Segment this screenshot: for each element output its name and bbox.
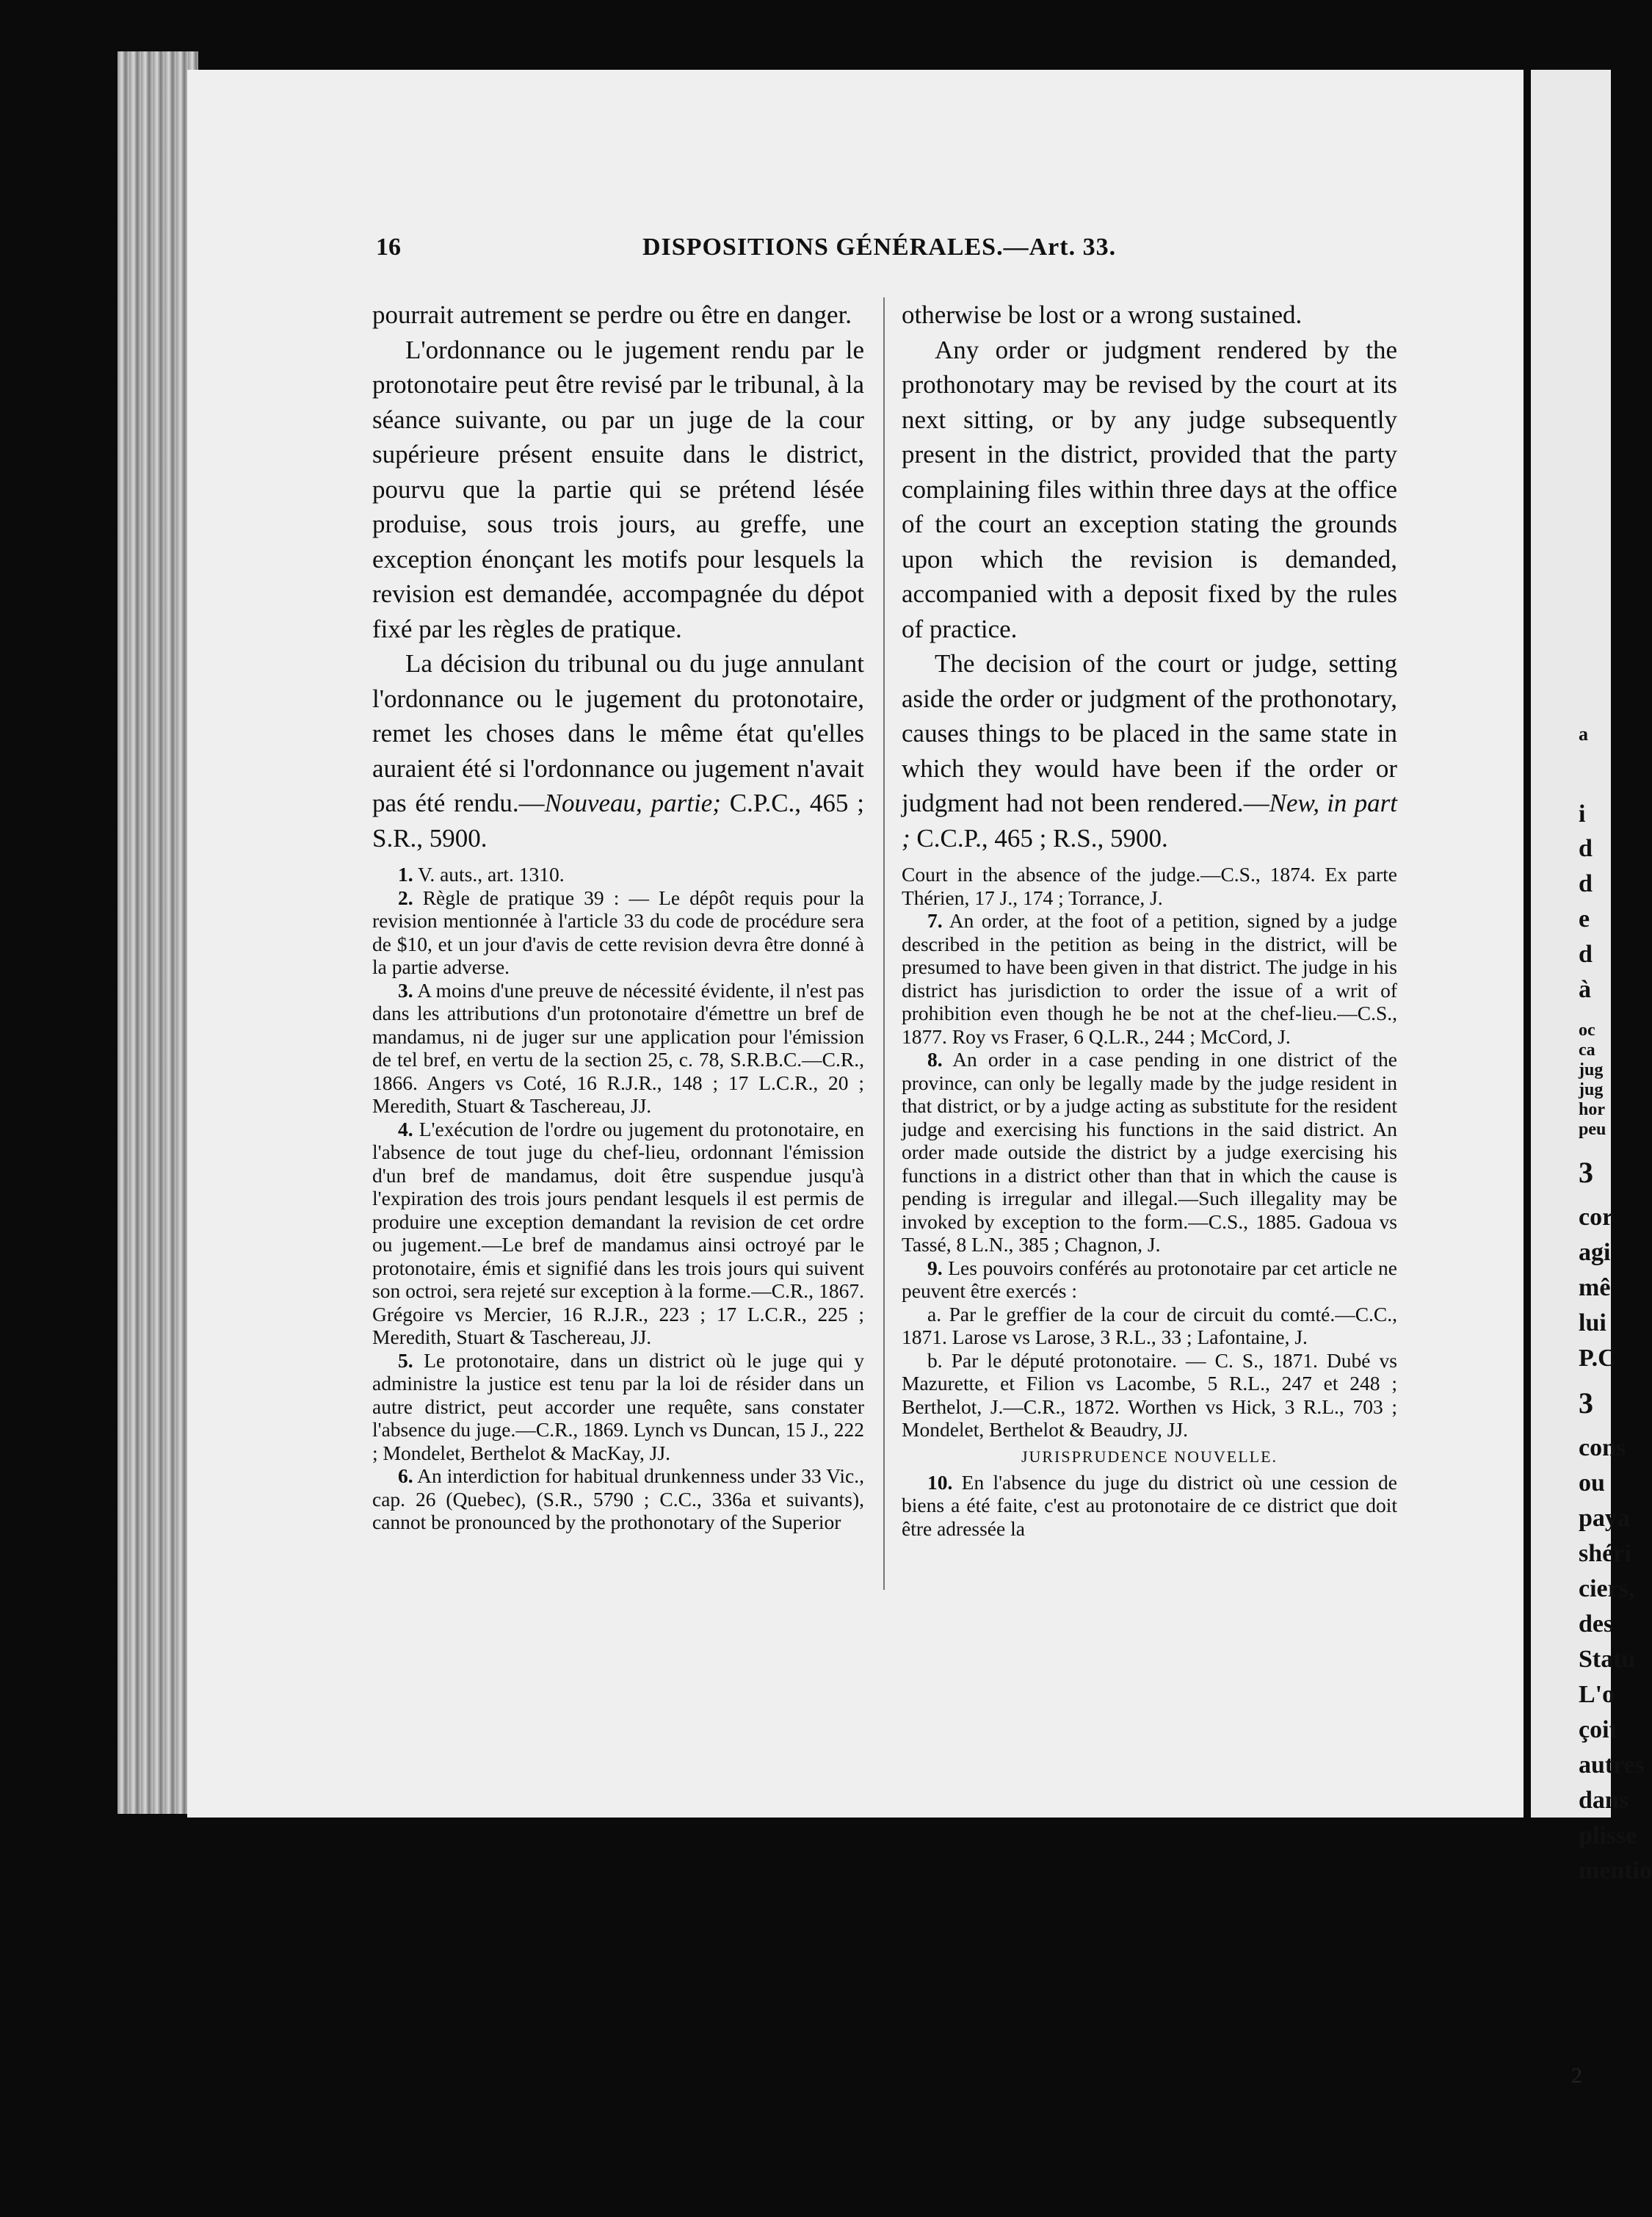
fragment: cor — [1579, 1204, 1614, 1231]
fragment: cons — [1579, 1434, 1626, 1461]
english-paragraph: otherwise be lost or a wrong sustained. — [902, 300, 1303, 329]
note: a. Par le greffier de la cour de circuit du comté.—C.C., 1871. Larose vs Larose, 3 R.L., 33 ; Lafontaine, J. — [902, 1302, 1398, 1348]
fragment: çoit — [1579, 1716, 1617, 1743]
fragment: dans — [1579, 1787, 1629, 1814]
fragment: L'o — [1579, 1681, 1615, 1708]
english-column — [902, 297, 1397, 1540]
fragment: 3 — [1579, 1386, 1593, 1419]
note: 6. An interdiction for habitual drunkenness under 33 Vic., cap. 26 (Quebec), (S.R., 5790 ; C.C., 336a et suivants), cannot be pronounced by the prothonotary of the Superior — [372, 1464, 864, 1533]
fragment: P.C — [1579, 1345, 1616, 1372]
fragment: peu — [1579, 1120, 1606, 1139]
english-source: C.C.P., 465 ; R.S., 5900. — [910, 823, 1168, 853]
note: 9. Les pouvoirs conférés au protonotaire par cet article ne peuvent être exercés : — [902, 1256, 1398, 1302]
fragment: des — [1579, 1610, 1614, 1638]
column-divider — [883, 297, 885, 1590]
french-paragraph-text: La décision du tribunal ou du juge annulant l'ordonnance ou le jugement du protonotaire, remet les choses dans le même état qu'elles auraient été si l'ordonnance ou jugement n'avait pas été rendu.— — [372, 649, 864, 817]
english-paragraph — [902, 646, 1397, 856]
fragment: autres — [1579, 1751, 1645, 1779]
french-paragraph: L'ordonnance ou le jugement rendu par le protonotaire peut être revisé par le tribunal, à la séance suivante, ou par un juge de la cour supérieure présent ensuite dans le district, pourvu que la partie qui se prétend lésée produise, sous trois jours, au greffe, une exception énonçant les motifs pour lesquels la revision est demandée, accompagnée du dépot fixé par les règles de pratique. — [372, 335, 864, 643]
fragment: a — [1579, 723, 1588, 745]
fragment: à — [1579, 976, 1591, 1003]
book-spine — [117, 51, 198, 1814]
french-paragraph: pourrait autrement se perdre ou être en danger. — [372, 300, 852, 329]
french-paragraph — [372, 646, 864, 856]
note: 7. An order, at the foot of a petition, signed by a judge described in the petition as being in the district, will be presumed to have been given in that district. The judge in his district has jurisdiction to order the issue of a writ of prohibition even though he be not at the chef-lieu.—C.S., 1877. Roy vs Fraser, 6 Q.L.R., 244 ; McCord, J. — [902, 909, 1397, 1048]
note: 4. L'exécution de l'ordre ou jugement du protonotaire, en l'absence de tout juge du chef-lieu, ordonnant l'émission d'un bref de mandamus, doit être suspendue jusqu'à l'expiration des trois jours pendant lesquels il est permis de produire une exception demandant la revision de cet ordre ou jugement.—Le bref de mandamus ainsi octroyé par le protonotaire, émis et signifié dans les trois jours qui suivent son octroi, sera rejeté sur exception à la forme.—C.R., 1867. Grégoire vs Mercier, 16 R.J.R., 223 ; 17 L.C.R., 225 ; Meredith, Stuart & Taschereau, JJ. — [372, 1117, 864, 1348]
fragment: plisse — [1579, 1822, 1637, 1849]
english-source-italic: New, in part ; — [902, 789, 1398, 853]
english-paragraph: Any order or judgment rendered by the prothonotary may be revised by the court at its next sitting, or by any judge subsequently present in the district, provided that the party complaining files within three days at the office of the court an exception stating the grounds upon which the revision is demanded, accompanied with a deposit fixed by the rules of practice. — [902, 335, 1397, 643]
fragment: hor — [1579, 1100, 1605, 1119]
fragment: d — [1579, 941, 1593, 968]
fragment: i — [1579, 800, 1586, 828]
note: 5. Le protonotaire, dans un district où le juge qui y administre la justice est tenu par la loi de résider dans un autre district, peut accorder une requête, sans constater l'absence du juge.—C.R., 1869. Lynch vs Duncan, 15 J., 222 ; Mondelet, Berthelot & MacKay, JJ. — [372, 1348, 864, 1464]
note: 1. V. auts., art. 1310. — [398, 863, 565, 886]
signature-mark: 2 — [1571, 2064, 1582, 2088]
fragment: shéri — [1579, 1540, 1631, 1567]
fragment: paya — [1579, 1505, 1630, 1532]
fragment: agi — [1579, 1239, 1611, 1266]
french-source: C.P.C., 465 ; S.R., 5900. — [372, 789, 865, 853]
fragment: jug — [1579, 1060, 1604, 1079]
note: b. Par le député protonotaire. — C. S., 1871. Dubé vs Mazurette, et Filion vs Lacombe, 5 R.L., 247 et 248 ; Berthelot, J.—C.R., 1872. Worthen vs Hick, 3 R.L., 703 ; Mondelet, Berthelot & Beaudry, JJ. — [902, 1348, 1398, 1441]
note-continued: Court in the absence of the judge.—C.S., 1874. Ex parte Thérien, 17 J., 174 ; Torrance, J. — [902, 863, 1397, 909]
page-header — [0, 234, 1611, 270]
fragment: lui — [1579, 1309, 1606, 1337]
next-page-edge — [1531, 70, 1652, 1884]
fragment: oc — [1579, 1021, 1595, 1040]
fragment: 3 — [1579, 1156, 1593, 1189]
fragment: ciers, — [1579, 1575, 1635, 1602]
jurisprudence-heading: JURISPRUDENCE NOUVELLE. — [1021, 1447, 1278, 1466]
fragment: ca — [1579, 1041, 1595, 1060]
note: 2. Règle de pratique 39 : — Le dépôt requis pour la revision mentionnée à l'article 33 du code de procédure sera de $10, et un jour d'avis de cette revision devra être donné à la partie adverse. — [372, 886, 864, 978]
fragment: d — [1579, 835, 1593, 862]
note: 3. A moins d'une preuve de nécessité évidente, il n'est pas dans les attributions d'un protonotaire d'émettre un bref de mandamus, ni de juger sur une application pour l'émission de tel bref, en vertu de la section 25, c. 78, S.R.B.C.—C.R., 1866. Angers vs Coté, 16 R.J.R., 148 ; 17 L.C.R., 20 ; Meredith, Stuart & Taschereau, JJ. — [372, 978, 865, 1117]
french-source-italic: Nouveau, partie; — [544, 789, 721, 817]
fragment: ou — [1579, 1469, 1605, 1497]
english-paragraph-text: The decision of the court or judge, setting aside the order or judgment of the prothonotary, causes things to be placed in the same state in which they would have been if the order or judgment had not been rendered.— — [902, 649, 1397, 817]
page-number: 16 — [376, 234, 401, 261]
fragment: Statu — [1579, 1646, 1636, 1673]
fragment: mentio — [1579, 1857, 1652, 1884]
french-notes — [372, 863, 864, 1534]
note: 10. En l'absence du juge du district où une cession de biens a été faite, c'est au protonotaire de ce district que doit être adressée la — [902, 1470, 1397, 1540]
fragment: jug — [1579, 1080, 1604, 1099]
running-title: DISPOSITIONS GÉNÉRALES.—Art. 33. — [642, 234, 1117, 261]
fragment: mê — [1579, 1274, 1611, 1301]
fragment: d — [1579, 870, 1593, 897]
french-column — [372, 297, 864, 1534]
english-notes — [902, 863, 1397, 1540]
note: 8. An order in a case pending in one district of the province, can only be legally made by the judge resident in that district, or by a judge acting as substitute for the resident judge and exercising his functions in the said district. An order made outside the district by a judge exercising his functions in a district other than that in which the cause is pending is irregular and illegal.—Such illegality may be invoked by exception to the form.—C.S., 1885. Gadoua vs Tassé, 8 L.N., 385 ; Chagnon, J. — [902, 1048, 1398, 1256]
fragment: e — [1579, 905, 1590, 933]
